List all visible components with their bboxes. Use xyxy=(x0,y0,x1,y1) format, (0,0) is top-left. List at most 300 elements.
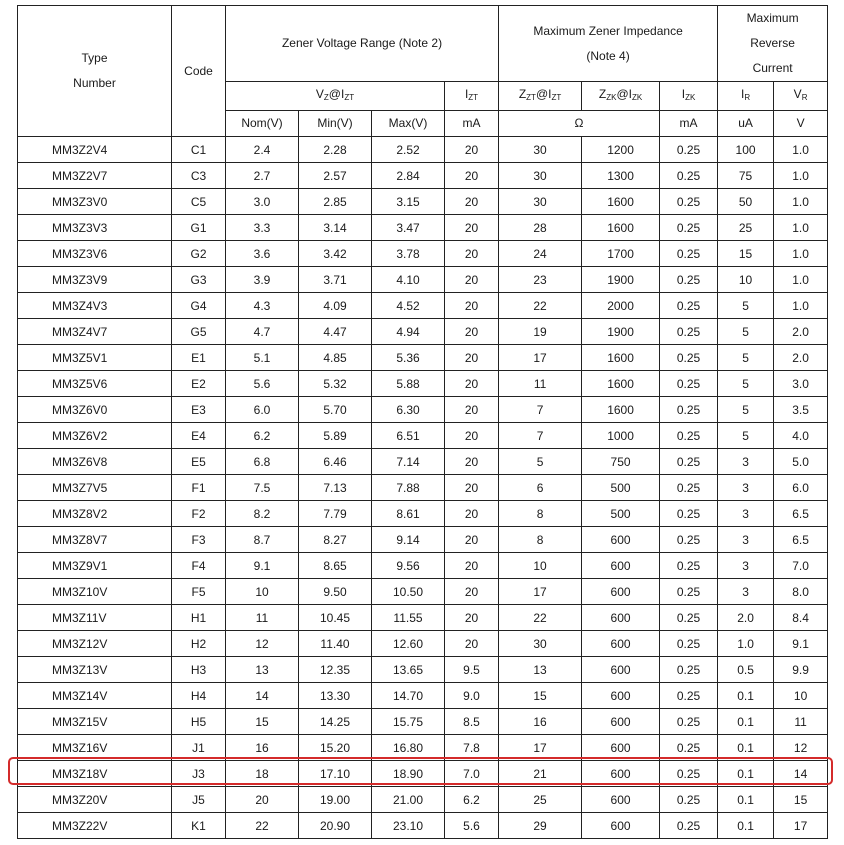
min-voltage-cell: 12.35 xyxy=(299,657,372,683)
ir-cell: 2.0 xyxy=(718,605,774,631)
nom-voltage-cell: 2.7 xyxy=(226,163,299,189)
izk-cell: 0.25 xyxy=(660,605,718,631)
zzt-cell: 19 xyxy=(499,319,582,345)
ir-cell: 3 xyxy=(718,579,774,605)
zzk-cell: 1600 xyxy=(582,397,660,423)
zzk-cell: 600 xyxy=(582,683,660,709)
zzt-cell: 11 xyxy=(499,371,582,397)
code-cell: H4 xyxy=(172,683,226,709)
zzt-cell: 21 xyxy=(499,761,582,787)
izk-header: $I_{ZK}$ xyxy=(660,82,718,111)
nom-voltage-cell: 4.7 xyxy=(226,319,299,345)
max-reverse-current-header xyxy=(718,6,828,82)
vr-cell: 1.0 xyxy=(774,215,828,241)
izt-cell: 20 xyxy=(445,553,499,579)
table-row xyxy=(18,475,828,501)
min-voltage-cell: 5.32 xyxy=(299,371,372,397)
table-row xyxy=(18,241,828,267)
izk-unit-header: mA xyxy=(660,111,718,137)
table-row xyxy=(18,579,828,605)
zzk-cell: 750 xyxy=(582,449,660,475)
izk-cell: 0.25 xyxy=(660,241,718,267)
zzt-cell: 8 xyxy=(499,501,582,527)
ir-cell: 0.1 xyxy=(718,735,774,761)
zzt-cell: 30 xyxy=(499,189,582,215)
vz-at-izt-header: $V_Z@I_{ZT}$ xyxy=(226,82,445,111)
nom-voltage-cell: 13 xyxy=(226,657,299,683)
code-header: Code xyxy=(172,6,226,137)
nom-voltage-cell: 10 xyxy=(226,579,299,605)
izk-cell: 0.25 xyxy=(660,657,718,683)
min-voltage-cell: 3.42 xyxy=(299,241,372,267)
izt-cell: 20 xyxy=(445,527,499,553)
ir-cell: 3 xyxy=(718,449,774,475)
type-number-cell: MM3Z8V2 xyxy=(18,501,172,527)
code-cell: F1 xyxy=(172,475,226,501)
max-voltage-cell: 4.94 xyxy=(372,319,445,345)
type-number-cell: MM3Z10V xyxy=(18,579,172,605)
ir-cell: 3 xyxy=(718,475,774,501)
zzk-cell: 600 xyxy=(582,553,660,579)
code-cell: H3 xyxy=(172,657,226,683)
izk-cell: 0.25 xyxy=(660,267,718,293)
code-cell: G5 xyxy=(172,319,226,345)
izt-cell: 20 xyxy=(445,163,499,189)
zzk-cell: 600 xyxy=(582,813,660,839)
code-cell: F4 xyxy=(172,553,226,579)
izk-cell: 0.25 xyxy=(660,215,718,241)
zzk-cell: 600 xyxy=(582,657,660,683)
zzk-cell: 600 xyxy=(582,527,660,553)
code-cell: G2 xyxy=(172,241,226,267)
izk-cell: 0.25 xyxy=(660,813,718,839)
izt-cell: 20 xyxy=(445,189,499,215)
zzt-cell: 6 xyxy=(499,475,582,501)
table-header xyxy=(18,6,828,137)
izt-cell: 20 xyxy=(445,449,499,475)
min-voltage-cell: 9.50 xyxy=(299,579,372,605)
zzt-cell: 7 xyxy=(499,397,582,423)
min-voltage-cell: 7.13 xyxy=(299,475,372,501)
min-voltage-cell: 5.89 xyxy=(299,423,372,449)
type-number-cell: MM3Z22V xyxy=(18,813,172,839)
type-number-cell: MM3Z6V8 xyxy=(18,449,172,475)
nom-voltage-cell: 5.1 xyxy=(226,345,299,371)
table-row xyxy=(18,631,828,657)
code-cell: C5 xyxy=(172,189,226,215)
min-voltage-cell: 20.90 xyxy=(299,813,372,839)
max-voltage-cell: 2.52 xyxy=(372,137,445,163)
izt-header: $I_{ZT}$ xyxy=(445,82,499,111)
max-voltage-cell: 21.00 xyxy=(372,787,445,813)
max-voltage-cell: 5.36 xyxy=(372,345,445,371)
table-row xyxy=(18,501,828,527)
table-row xyxy=(18,215,828,241)
izk-cell: 0.25 xyxy=(660,397,718,423)
zzt-cell: 5 xyxy=(499,449,582,475)
nom-voltage-cell: 16 xyxy=(226,735,299,761)
type-number-cell: MM3Z3V6 xyxy=(18,241,172,267)
zzk-cell: 600 xyxy=(582,605,660,631)
izk-cell: 0.25 xyxy=(660,293,718,319)
izt-cell: 20 xyxy=(445,605,499,631)
zzk-cell: 600 xyxy=(582,735,660,761)
zzt-cell: 15 xyxy=(499,683,582,709)
zzt-cell: 17 xyxy=(499,345,582,371)
izk-cell: 0.25 xyxy=(660,319,718,345)
vr-cell: 10 xyxy=(774,683,828,709)
zzk-cell: 500 xyxy=(582,501,660,527)
zzt-cell: 13 xyxy=(499,657,582,683)
max-voltage-cell: 4.10 xyxy=(372,267,445,293)
max-voltage-cell: 11.55 xyxy=(372,605,445,631)
vr-header: $V_R$ xyxy=(774,82,828,111)
ir-cell: 25 xyxy=(718,215,774,241)
vr-cell: 15 xyxy=(774,787,828,813)
type-number-cell: MM3Z5V1 xyxy=(18,345,172,371)
max-voltage-cell: 13.65 xyxy=(372,657,445,683)
code-cell: C3 xyxy=(172,163,226,189)
table-row xyxy=(18,709,828,735)
type-number-cell: MM3Z6V2 xyxy=(18,423,172,449)
vr-cell: 3.5 xyxy=(774,397,828,423)
nom-voltage-cell: 3.6 xyxy=(226,241,299,267)
max-unit-header: Max(V) xyxy=(372,111,445,137)
max-voltage-cell: 6.30 xyxy=(372,397,445,423)
table-row xyxy=(18,657,828,683)
zzk-cell: 1600 xyxy=(582,189,660,215)
min-voltage-cell: 10.45 xyxy=(299,605,372,631)
nom-voltage-cell: 3.0 xyxy=(226,189,299,215)
zener-spec-table xyxy=(17,5,828,839)
ir-cell: 5 xyxy=(718,319,774,345)
max-zener-impedance-line2: (Note 4) xyxy=(586,48,630,63)
vr-cell: 1.0 xyxy=(774,137,828,163)
max-zener-impedance-line1: Maximum Zener Impedance xyxy=(533,23,683,38)
vr-cell: 4.0 xyxy=(774,423,828,449)
izk-cell: 0.25 xyxy=(660,137,718,163)
izt-cell: 9.5 xyxy=(445,657,499,683)
zzt-cell: 25 xyxy=(499,787,582,813)
izt-cell: 20 xyxy=(445,501,499,527)
max-voltage-cell: 3.47 xyxy=(372,215,445,241)
izk-cell: 0.25 xyxy=(660,683,718,709)
zener-voltage-range-header: Zener Voltage Range (Note 2) xyxy=(226,6,499,82)
izt-cell: 20 xyxy=(445,631,499,657)
ir-cell: 5 xyxy=(718,423,774,449)
vr-cell: 12 xyxy=(774,735,828,761)
ir-cell: 5 xyxy=(718,293,774,319)
izt-cell: 20 xyxy=(445,319,499,345)
min-voltage-cell: 3.71 xyxy=(299,267,372,293)
max-reverse-current-line2: Reverse xyxy=(750,36,795,50)
izk-cell: 0.25 xyxy=(660,631,718,657)
max-voltage-cell: 8.61 xyxy=(372,501,445,527)
ir-cell: 0.1 xyxy=(718,787,774,813)
izt-cell: 20 xyxy=(445,345,499,371)
zzk-cell: 600 xyxy=(582,761,660,787)
nom-voltage-cell: 8.7 xyxy=(226,527,299,553)
code-cell: E5 xyxy=(172,449,226,475)
vr-cell: 6.5 xyxy=(774,527,828,553)
code-cell: F3 xyxy=(172,527,226,553)
code-cell: C1 xyxy=(172,137,226,163)
izt-cell: 20 xyxy=(445,371,499,397)
izk-cell: 0.25 xyxy=(660,163,718,189)
type-number-cell: MM3Z13V xyxy=(18,657,172,683)
nom-voltage-cell: 6.2 xyxy=(226,423,299,449)
izt-cell: 8.5 xyxy=(445,709,499,735)
zzt-cell: 17 xyxy=(499,735,582,761)
table-row xyxy=(18,527,828,553)
zzt-cell: 30 xyxy=(499,631,582,657)
table-body xyxy=(18,137,828,839)
zzk-cell: 1600 xyxy=(582,345,660,371)
nom-voltage-cell: 22 xyxy=(226,813,299,839)
table-row xyxy=(18,787,828,813)
max-voltage-cell: 18.90 xyxy=(372,761,445,787)
min-voltage-cell: 6.46 xyxy=(299,449,372,475)
type-number-cell: MM3Z2V4 xyxy=(18,137,172,163)
type-number-cell: MM3Z12V xyxy=(18,631,172,657)
ir-cell: 0.1 xyxy=(718,761,774,787)
max-voltage-cell: 5.88 xyxy=(372,371,445,397)
datasheet-table-container xyxy=(17,5,827,839)
zzk-cell: 600 xyxy=(582,631,660,657)
nom-voltage-cell: 12 xyxy=(226,631,299,657)
type-number-cell: MM3Z7V5 xyxy=(18,475,172,501)
ir-cell: 0.1 xyxy=(718,683,774,709)
code-cell: K1 xyxy=(172,813,226,839)
vr-cell: 1.0 xyxy=(774,293,828,319)
table-row xyxy=(18,397,828,423)
nom-voltage-cell: 14 xyxy=(226,683,299,709)
code-cell: E4 xyxy=(172,423,226,449)
nom-voltage-cell: 6.0 xyxy=(226,397,299,423)
nom-voltage-cell: 9.1 xyxy=(226,553,299,579)
min-voltage-cell: 5.70 xyxy=(299,397,372,423)
ir-unit-header: uA xyxy=(718,111,774,137)
vr-cell: 7.0 xyxy=(774,553,828,579)
vr-unit-header: V xyxy=(774,111,828,137)
nom-voltage-cell: 7.5 xyxy=(226,475,299,501)
ir-cell: 5 xyxy=(718,345,774,371)
zzt-cell: 23 xyxy=(499,267,582,293)
izk-cell: 0.25 xyxy=(660,553,718,579)
min-voltage-cell: 4.47 xyxy=(299,319,372,345)
izt-unit-header: mA xyxy=(445,111,499,137)
code-cell: J3 xyxy=(172,761,226,787)
zzt-cell: 7 xyxy=(499,423,582,449)
vr-cell: 6.0 xyxy=(774,475,828,501)
izt-cell: 20 xyxy=(445,137,499,163)
min-voltage-cell: 2.57 xyxy=(299,163,372,189)
table-row xyxy=(18,163,828,189)
code-cell: F5 xyxy=(172,579,226,605)
zzk-cell: 2000 xyxy=(582,293,660,319)
izk-cell: 0.25 xyxy=(660,735,718,761)
nom-voltage-cell: 6.8 xyxy=(226,449,299,475)
table-row xyxy=(18,605,828,631)
ir-cell: 3 xyxy=(718,553,774,579)
type-number-cell: MM3Z16V xyxy=(18,735,172,761)
type-number-cell: MM3Z6V0 xyxy=(18,397,172,423)
max-voltage-cell: 3.15 xyxy=(372,189,445,215)
vr-cell: 9.1 xyxy=(774,631,828,657)
izk-cell: 0.25 xyxy=(660,787,718,813)
code-cell: F2 xyxy=(172,501,226,527)
nom-voltage-cell: 15 xyxy=(226,709,299,735)
code-cell: J1 xyxy=(172,735,226,761)
izk-cell: 0.25 xyxy=(660,761,718,787)
vr-cell: 1.0 xyxy=(774,189,828,215)
min-voltage-cell: 2.28 xyxy=(299,137,372,163)
ir-cell: 75 xyxy=(718,163,774,189)
table-row xyxy=(18,267,828,293)
zzk-cell: 500 xyxy=(582,475,660,501)
izt-cell: 20 xyxy=(445,579,499,605)
ir-header: $I_R$ xyxy=(718,82,774,111)
max-reverse-current-line1: Maximum xyxy=(746,11,799,25)
table-row xyxy=(18,761,828,787)
max-voltage-cell: 15.75 xyxy=(372,709,445,735)
type-number-cell: MM3Z4V3 xyxy=(18,293,172,319)
zzt-cell: 22 xyxy=(499,293,582,319)
zzt-cell: 30 xyxy=(499,137,582,163)
ir-cell: 15 xyxy=(718,241,774,267)
min-voltage-cell: 11.40 xyxy=(299,631,372,657)
table-row xyxy=(18,137,828,163)
type-number-cell: MM3Z3V0 xyxy=(18,189,172,215)
type-number-cell: MM3Z8V7 xyxy=(18,527,172,553)
code-cell: G1 xyxy=(172,215,226,241)
type-number-cell: MM3Z15V xyxy=(18,709,172,735)
table-row xyxy=(18,371,828,397)
min-voltage-cell: 15.20 xyxy=(299,735,372,761)
izt-cell: 20 xyxy=(445,241,499,267)
type-number-cell: MM3Z14V xyxy=(18,683,172,709)
zzt-cell: 30 xyxy=(499,163,582,189)
ir-cell: 100 xyxy=(718,137,774,163)
zzk-at-izk-header: $Z_{ZK}@I_{ZK}$ xyxy=(582,82,660,111)
max-voltage-cell: 9.14 xyxy=(372,527,445,553)
izt-cell: 20 xyxy=(445,423,499,449)
max-voltage-cell: 7.14 xyxy=(372,449,445,475)
ir-cell: 3 xyxy=(718,501,774,527)
zzt-cell: 16 xyxy=(499,709,582,735)
izk-cell: 0.25 xyxy=(660,423,718,449)
table-row xyxy=(18,449,828,475)
max-voltage-cell: 9.56 xyxy=(372,553,445,579)
vr-cell: 1.0 xyxy=(774,241,828,267)
code-cell: E1 xyxy=(172,345,226,371)
ir-cell: 5 xyxy=(718,397,774,423)
type-number-cell: MM3Z3V9 xyxy=(18,267,172,293)
izt-cell: 9.0 xyxy=(445,683,499,709)
code-cell: H5 xyxy=(172,709,226,735)
izt-cell: 20 xyxy=(445,397,499,423)
nom-voltage-cell: 3.9 xyxy=(226,267,299,293)
type-number-label: Type Number xyxy=(73,51,116,90)
vr-cell: 9.9 xyxy=(774,657,828,683)
max-voltage-cell: 3.78 xyxy=(372,241,445,267)
table-row xyxy=(18,423,828,449)
zzt-cell: 17 xyxy=(499,579,582,605)
max-voltage-cell: 2.84 xyxy=(372,163,445,189)
code-cell: G3 xyxy=(172,267,226,293)
vr-cell: 1.0 xyxy=(774,267,828,293)
nom-voltage-cell: 5.6 xyxy=(226,371,299,397)
vr-cell: 17 xyxy=(774,813,828,839)
type-number-cell: MM3Z5V6 xyxy=(18,371,172,397)
impedance-unit-header: Ω xyxy=(499,111,660,137)
vr-cell: 2.0 xyxy=(774,345,828,371)
max-voltage-cell: 6.51 xyxy=(372,423,445,449)
izt-cell: 20 xyxy=(445,267,499,293)
izk-cell: 0.25 xyxy=(660,189,718,215)
code-cell: E2 xyxy=(172,371,226,397)
max-voltage-cell: 4.52 xyxy=(372,293,445,319)
izt-cell: 6.2 xyxy=(445,787,499,813)
zzt-cell: 10 xyxy=(499,553,582,579)
izk-cell: 0.25 xyxy=(660,345,718,371)
ir-cell: 3 xyxy=(718,527,774,553)
nom-voltage-cell: 18 xyxy=(226,761,299,787)
ir-cell: 5 xyxy=(718,371,774,397)
table-row xyxy=(18,813,828,839)
min-voltage-cell: 3.14 xyxy=(299,215,372,241)
vr-cell: 3.0 xyxy=(774,371,828,397)
type-number-cell: MM3Z9V1 xyxy=(18,553,172,579)
table-row xyxy=(18,735,828,761)
type-number-cell: MM3Z3V3 xyxy=(18,215,172,241)
type-number-cell: MM3Z11V xyxy=(18,605,172,631)
min-voltage-cell: 4.85 xyxy=(299,345,372,371)
vr-cell: 2.0 xyxy=(774,319,828,345)
ir-cell: 0.5 xyxy=(718,657,774,683)
zzt-cell: 29 xyxy=(499,813,582,839)
zzt-at-izt-header: $Z_{ZT}@I_{ZT}$ xyxy=(499,82,582,111)
zzt-cell: 22 xyxy=(499,605,582,631)
ir-cell: 0.1 xyxy=(718,709,774,735)
min-voltage-cell: 8.27 xyxy=(299,527,372,553)
min-voltage-cell: 4.09 xyxy=(299,293,372,319)
izt-cell: 7.8 xyxy=(445,735,499,761)
vr-cell: 1.0 xyxy=(774,163,828,189)
zzk-cell: 1300 xyxy=(582,163,660,189)
izt-cell: 7.0 xyxy=(445,761,499,787)
ir-cell: 50 xyxy=(718,189,774,215)
type-number-cell: MM3Z18V xyxy=(18,761,172,787)
zzk-cell: 1900 xyxy=(582,267,660,293)
max-voltage-cell: 12.60 xyxy=(372,631,445,657)
max-voltage-cell: 14.70 xyxy=(372,683,445,709)
min-voltage-cell: 13.30 xyxy=(299,683,372,709)
max-voltage-cell: 16.80 xyxy=(372,735,445,761)
vr-cell: 8.0 xyxy=(774,579,828,605)
vr-cell: 11 xyxy=(774,709,828,735)
izt-cell: 20 xyxy=(445,293,499,319)
table-row xyxy=(18,345,828,371)
vr-cell: 6.5 xyxy=(774,501,828,527)
zzt-cell: 24 xyxy=(499,241,582,267)
ir-cell: 1.0 xyxy=(718,631,774,657)
zzk-cell: 600 xyxy=(582,709,660,735)
min-voltage-cell: 2.85 xyxy=(299,189,372,215)
nom-voltage-cell: 4.3 xyxy=(226,293,299,319)
table-row xyxy=(18,553,828,579)
izk-cell: 0.25 xyxy=(660,709,718,735)
